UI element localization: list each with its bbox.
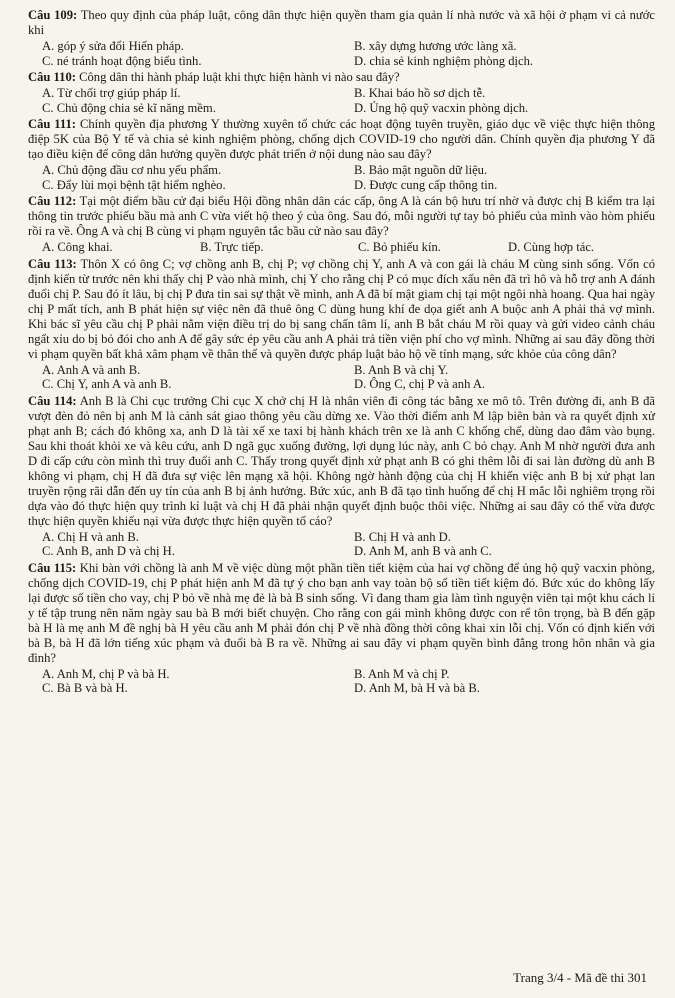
- option-a: A. góp ý sửa đổi Hiến pháp.: [42, 39, 184, 53]
- option-a: A. Anh M, chị P và bà H.: [42, 666, 170, 681]
- option-b: B. Trực tiếp.: [200, 240, 264, 254]
- page-footer: Trang 3/4 - Mã đề thi 301: [513, 970, 647, 985]
- option-d: D. Cùng hợp tác.: [508, 240, 595, 254]
- option-d: D. chia sẻ kinh nghiệm phòng dịch.: [354, 53, 534, 68]
- option-d: D. Anh M, anh B và anh C.: [354, 544, 492, 558]
- question-114: [28, 394, 655, 559]
- option-d: D. Được cung cấp thông tin.: [354, 177, 498, 192]
- option-b: B. Bảo mật nguồn dữ liệu.: [354, 163, 488, 177]
- option-c: C. Bỏ phiếu kín.: [358, 240, 441, 254]
- question-number: Câu 110:: [28, 70, 76, 84]
- question-text: Thôn X có ông C; vợ chồng anh B, chị P; vợ chồng chị Y, anh A và con gái là cháu M cùng sinh sống. Vốn có định kiến từ trước nên khi thấy chị P vào nhà mình, chị Y cho rằng chị P có mục đích xấu nên đã trì hô và hỗ trợ anh A đánh đuổi chị P. Sau đó ít lâu, bị chị P đưa tin sai sự thật về mình, anh A đã bí mật giam chị tại một ngôi nhà hoang. Qua hai ngày chị P mất tích, anh B phát hiện sự việc nên đã thuê ông C dùng hung khí đe dọa giết anh A buộc anh A phải thả vợ mình. Khi bác sĩ yêu cầu chị P phải nằm viện điều trị do bị sang chấn tâm lí, anh B bắt cháu M rồi quay và gửi video cảnh cháu ngất xỉu do bị bỏ đói cho anh A để gây sức ép yêu cầu anh A phải trả tiền viện phí cho vợ mình. Những ai sau đây đồng thời vi phạm quyền bất khả xâm phạm về thân thể và quyền được pháp luật bảo hộ về tính mạng, sức khỏe của công dân?: [28, 256, 656, 361]
- option-d: D. Ông C, chị P và anh A.: [354, 377, 486, 391]
- question-text: Anh B là Chi cục trưởng Chi cục X chở chị H là nhân viên đi công tác bằng xe mô tô. Trên đường đi, anh B đã vượt đèn đỏ nên bị anh M là cảnh sát giao thông yêu cầu dừng xe. Vào thời điểm anh M lập biên bản và ra quyết định xử phạt anh B; cách đó không xa, anh D là tài xế xe taxi bị hành khách trên xe là anh C khống chế, dùng dao đâm vào bụng. Sau khi thoát khỏi xe và kêu cứu, anh D ngã gục xuống đường, lợi dụng lúc này, anh C bỏ chạy. Anh M nhờ người đưa anh D đi cấp cứu còn mình thì truy đuổi anh C. Thấy trong quyết định xử phạt anh B có ghi thêm lỗi đi sai làn đường dù anh B không vi phạm, chị H đã đưa sự việc lên mạng xã hội. Không ngờ hành động của chị H khiến việc anh B bị xử phạt lan truyền rộng rãi dẫn đến uy tín của anh B bị ảnh hưởng. Bức xúc, anh B đã tạo tình huống để chị H mắc lỗi nghiêm trọng rồi dựa vào đó thực hiện quy trình kỉ luật và chị H đã phải nhận quyết định buộc thôi việc. Những ai sau đây có thể vừa được thực hiện quyền khiếu nại vừa được thực hiện quyền tố cáo?: [28, 393, 655, 528]
- option-a: A. Công khai.: [42, 240, 113, 254]
- question-stem: [28, 70, 655, 85]
- option-b: B. Anh M và chị P.: [354, 666, 450, 681]
- question-109: [28, 8, 655, 68]
- question-113: [28, 257, 655, 392]
- option-b: B. Khai báo hồ sơ dịch tễ.: [354, 86, 486, 100]
- question-number: Câu 114:: [28, 393, 77, 408]
- options: [28, 163, 655, 192]
- options: [28, 530, 655, 559]
- option-c: C. Anh B, anh D và chị H.: [42, 544, 175, 558]
- question-stem: [28, 394, 655, 529]
- option-b: B. Chị H và anh D.: [354, 529, 451, 544]
- question-stem: [28, 117, 655, 162]
- options: [28, 39, 655, 68]
- question-number: Câu 111:: [28, 117, 77, 131]
- question-stem: [28, 8, 655, 38]
- option-c: C. né tránh hoạt động biểu tình.: [42, 53, 202, 68]
- option-c: C. Bà B và bà H.: [42, 681, 128, 695]
- option-a: A. Anh A và anh B.: [42, 362, 141, 377]
- question-111: [28, 117, 655, 192]
- options: [28, 86, 655, 115]
- question-stem: [28, 561, 655, 666]
- question-115: [28, 561, 655, 696]
- question-text: Chính quyền địa phương Y thường xuyên tổ chức các hoạt động tuyên truyền, giáo dục về việc thực hiện thông điệp 5K của Bộ Y tế và chia sẻ kinh nghiệm phòng, chống dịch COVID-19 cho người dân. Chính quyền địa phương Y đã tạo điều kiện để công dân hưởng quyền được phát triển ở nội dung nào sau đây?: [28, 117, 655, 161]
- option-a: A. Từ chối trợ giúp pháp lí.: [42, 86, 181, 100]
- question-number: Câu 115:: [28, 560, 77, 575]
- options: [28, 667, 655, 696]
- option-a: A. Chủ động đầu cơ nhu yếu phẩm.: [42, 163, 222, 177]
- option-c: C. Chủ động chia sẻ kĩ năng mềm.: [42, 100, 216, 115]
- question-text: Công dân thi hành pháp luật khi thực hiện hành vi nào sau đây?: [79, 70, 400, 84]
- option-c: C. Đẩy lùi mọi bệnh tật hiểm nghèo.: [42, 177, 226, 192]
- option-b: B. Anh B và chị Y.: [354, 362, 449, 377]
- question-stem: [28, 257, 655, 362]
- question-number: Câu 109:: [28, 8, 78, 22]
- question-text: Khi bàn với chồng là anh M về việc dùng một phần tiền tiết kiệm của hai vợ chồng để ủng hộ quỹ vacxin phòng, chống dịch COVID-19, chị P phát hiện anh M đã tự ý cho bạn anh vay toàn bộ số tiền tiết kiệm đó. Bức xúc do không lấy lại được số tiền cho vay, chị P bỏ về nhà mẹ đẻ là bà B sinh sống. Vì đang tham gia làm tình nguyện viên tại một khu cách li y tế tập trung nên năm ngày sau bà B mới biết chuyện. Cho rằng con gái mình không được con rể tôn trọng, bà B đến gặp bà H là mẹ anh M đề nghị bà H yêu cầu anh M phải đón chị P về nhà đồng thời công khai xin lỗi chị. Vốn có định kiến với bà B, bà H đã lớn tiếng xúc phạm và đuổi bà B ra về. Những ai sau đây vi phạm quyền bình đẳng trong hôn nhân và gia đình?: [28, 560, 656, 665]
- question-text: Tại một điểm bầu cử đại biểu Hội đồng nhân dân các cấp, ông A là cán bộ hưu trí nhờ và được chị B kiểm tra lại thông tin trước phiếu bầu mà anh C vừa viết hộ theo ý của ông. Sau đó, mỗi người tự tay bỏ phiếu của mình vào hòm phiếu rồi ra về. Ông A và chị B cùng vi phạm nguyên tắc bầu cử nào sau đây?: [28, 194, 655, 238]
- options: [28, 240, 655, 255]
- question-stem: [28, 194, 655, 239]
- question-text: Theo quy định của pháp luật, công dân thực hiện quyền tham gia quản lí nhà nước và xã hội ở phạm vi cả nước khi: [28, 8, 655, 37]
- question-number: Câu 112:: [28, 194, 77, 208]
- option-a: A. Chị H và anh B.: [42, 529, 139, 544]
- question-110: [28, 70, 655, 115]
- option-d: D. Anh M, bà H và bà B.: [354, 681, 480, 695]
- option-d: D. Ủng hộ quỹ vacxin phòng dịch.: [354, 100, 529, 115]
- question-number: Câu 113:: [28, 256, 77, 271]
- option-c: C. Chị Y, anh A và anh B.: [42, 377, 172, 391]
- question-112: [28, 194, 655, 255]
- options: [28, 363, 655, 392]
- option-b: B. xây dựng hương ước làng xã.: [354, 39, 517, 53]
